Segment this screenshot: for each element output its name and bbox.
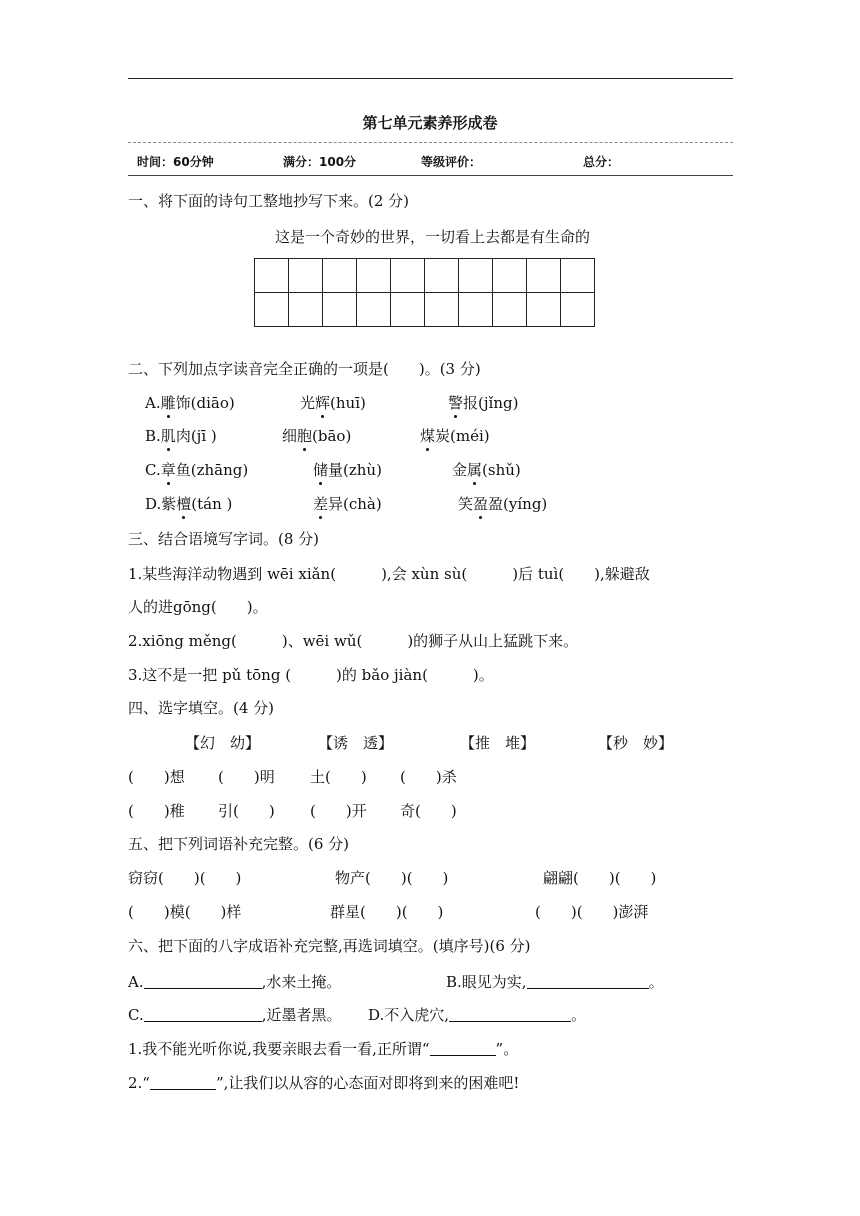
q4-heading: 四、选字填空。(4 分) bbox=[128, 699, 275, 717]
q2-pinyin: 炭(méi) bbox=[435, 427, 490, 445]
q6-a-label: A. bbox=[128, 973, 144, 991]
q2-option-label: C. bbox=[145, 461, 161, 479]
page-title: 第七单元素养形成卷 bbox=[362, 114, 498, 132]
q2-option-label: D. bbox=[145, 495, 162, 513]
grid-cell[interactable] bbox=[493, 293, 527, 327]
q6-c-blank[interactable] bbox=[144, 1006, 262, 1022]
q6-s1-pre: 1.我不能光听你说,我要亲眼去看一看,正所谓“ bbox=[128, 1040, 430, 1058]
grid-cell[interactable] bbox=[561, 293, 595, 327]
q2-option-item bbox=[420, 425, 490, 446]
q2-pinyin: 肉(jī ) bbox=[175, 427, 217, 445]
q2-pinyin: 报(jǐng) bbox=[463, 394, 519, 412]
q6-d-text: D.不入虎穴, bbox=[368, 1006, 450, 1024]
q2-option-item bbox=[282, 425, 351, 446]
dashed-divider bbox=[128, 142, 733, 143]
grid-cell[interactable] bbox=[459, 293, 493, 327]
q2-dotted-char: 肌 bbox=[160, 427, 176, 445]
q2-dotted-char: 雕 bbox=[160, 394, 176, 412]
q2-option-item bbox=[313, 459, 382, 480]
grid-cell[interactable] bbox=[493, 259, 527, 293]
q2-char: 紫 bbox=[161, 495, 177, 513]
grid-cell[interactable] bbox=[527, 259, 561, 293]
q4-group: 【推 堆】 bbox=[460, 734, 536, 752]
q2-option-item bbox=[448, 392, 518, 413]
q5-blank[interactable]: 翩翩( )( ) bbox=[543, 869, 657, 887]
q4-blank[interactable]: ( )杀 bbox=[400, 768, 457, 786]
q6-d-end: 。 bbox=[571, 1006, 587, 1024]
q4-group: 【幻 幼】 bbox=[185, 734, 261, 752]
info-full-score: 满分：100分 bbox=[283, 155, 357, 169]
grid-cell[interactable] bbox=[289, 259, 323, 293]
q6-s1-post: ”。 bbox=[495, 1040, 519, 1058]
grid-cell[interactable] bbox=[357, 293, 391, 327]
q2-option-item bbox=[458, 493, 547, 514]
q3-line: 2.xiōng měng( )、wēi wǔ( )的狮子从山上猛跳下来。 bbox=[128, 632, 579, 650]
q2-dotted-char: 章 bbox=[160, 461, 176, 479]
q3-line: 人的进gōng( )。 bbox=[128, 598, 268, 616]
q3-heading: 三、结合语境写字词。(8 分) bbox=[128, 530, 320, 548]
q2-pinyin: 异(chà) bbox=[328, 495, 382, 513]
q4-group: 【秒 妙】 bbox=[598, 734, 674, 752]
q6-heading: 六、把下面的八字成语补充完整,再选词填空。(填序号)(6 分) bbox=[128, 937, 531, 955]
grid-cell[interactable] bbox=[357, 259, 391, 293]
q2-pinyin: 鱼(zhāng) bbox=[175, 461, 249, 479]
q6-item-b bbox=[446, 971, 664, 992]
q2-option-item bbox=[145, 493, 232, 514]
q2-dotted-char: 檀 bbox=[176, 495, 192, 513]
grid-cell[interactable] bbox=[425, 293, 459, 327]
q6-d-blank[interactable] bbox=[449, 1006, 571, 1022]
q2-pinyin: 量(zhù) bbox=[328, 461, 382, 479]
q2-dotted-char: 警 bbox=[448, 394, 464, 412]
grid-cell[interactable] bbox=[391, 293, 425, 327]
q6-c-label: C. bbox=[128, 1006, 144, 1024]
q2-pinyin: (tán ) bbox=[191, 495, 233, 513]
grid-cell[interactable] bbox=[323, 293, 357, 327]
q6-item-c bbox=[128, 1004, 342, 1025]
q2-option-item bbox=[145, 459, 248, 480]
grid-cell[interactable] bbox=[255, 259, 289, 293]
q4-blank[interactable]: ( )开 bbox=[310, 802, 367, 820]
grid-cell[interactable] bbox=[459, 259, 493, 293]
q6-c-text: ,近墨者黑。 bbox=[261, 1006, 342, 1024]
q5-blank[interactable]: 窃窃( )( ) bbox=[128, 869, 242, 887]
q4-blank[interactable]: ( )明 bbox=[218, 768, 275, 786]
q2-char: 光 bbox=[300, 394, 316, 412]
q6-b-blank[interactable] bbox=[527, 973, 649, 989]
grid-cell[interactable] bbox=[561, 259, 595, 293]
q5-blank[interactable]: 物产( )( ) bbox=[335, 869, 449, 887]
q2-pinyin: (shǔ) bbox=[482, 461, 521, 479]
q2-option-item bbox=[145, 392, 235, 413]
q2-option-item bbox=[300, 392, 366, 413]
q2-dotted-char: 煤 bbox=[420, 427, 436, 445]
q2-pinyin: (bāo) bbox=[312, 427, 352, 445]
q2-option-label: A. bbox=[145, 394, 161, 412]
q6-sentence-1 bbox=[128, 1038, 518, 1059]
q6-s2-pre: 2.“ bbox=[128, 1074, 150, 1092]
q6-s2-blank[interactable] bbox=[150, 1074, 216, 1090]
q2-dotted-char: 属 bbox=[467, 461, 483, 479]
q4-blank[interactable]: 土( ) bbox=[310, 768, 367, 786]
top-rule bbox=[128, 78, 733, 79]
info-time: 时间：60分钟 bbox=[137, 155, 214, 169]
q2-char: 金 bbox=[452, 461, 468, 479]
q2-option-item bbox=[313, 493, 382, 514]
q6-a-blank[interactable] bbox=[144, 973, 262, 989]
q6-b-end: 。 bbox=[648, 973, 664, 991]
q4-blank[interactable]: ( )想 bbox=[128, 768, 185, 786]
q2-dotted-char: 盈 bbox=[473, 495, 489, 513]
q2-pinyin: 盈(yíng) bbox=[488, 495, 548, 513]
q2-dotted-char: 储 bbox=[313, 461, 329, 479]
q4-blank[interactable]: ( )稚 bbox=[128, 802, 185, 820]
grid-cell[interactable] bbox=[391, 259, 425, 293]
q3-line: 1.某些海洋动物遇到 wēi xiǎn( ),会 xùn sù( )后 tuì( ),躲避敌 bbox=[128, 565, 650, 583]
copy-grid[interactable] bbox=[254, 258, 595, 327]
q5-blank[interactable]: 群星( )( ) bbox=[330, 903, 444, 921]
grid-cell[interactable] bbox=[425, 259, 459, 293]
info-divider bbox=[128, 175, 733, 176]
q2-heading: 二、下列加点字读音完全正确的一项是( )。(3 分) bbox=[128, 360, 481, 378]
q6-a-text: ,水来土掩。 bbox=[261, 973, 342, 991]
q2-option-label: B. bbox=[145, 427, 161, 445]
q6-s1-blank[interactable] bbox=[430, 1040, 496, 1056]
q5-blank[interactable]: ( )模( )样 bbox=[128, 903, 242, 921]
q6-b-text: B.眼见为实, bbox=[446, 973, 527, 991]
grid-cell[interactable] bbox=[255, 293, 289, 327]
q1-sentence: 这是一个奇妙的世界，一切看上去都是有生命的 bbox=[275, 228, 591, 246]
q4-blank[interactable]: 奇( ) bbox=[400, 802, 457, 820]
info-total: 总分： bbox=[583, 155, 620, 169]
q2-pinyin: (huī) bbox=[330, 394, 366, 412]
q6-item-a bbox=[128, 971, 341, 992]
q5-heading: 五、把下列词语补充完整。(6 分) bbox=[128, 835, 350, 853]
info-grade: 等级评价： bbox=[421, 155, 482, 169]
q2-dotted-char: 差 bbox=[313, 495, 329, 513]
q4-group: 【诱 透】 bbox=[318, 734, 394, 752]
q6-item-d bbox=[368, 1004, 586, 1025]
q2-char: 笑 bbox=[458, 495, 474, 513]
grid-cell[interactable] bbox=[289, 293, 323, 327]
q2-dotted-char: 辉 bbox=[315, 394, 331, 412]
q1-heading: 一、将下面的诗句工整地抄写下来。(2 分) bbox=[128, 192, 410, 210]
q2-char: 细 bbox=[282, 427, 298, 445]
q2-pinyin: 饰(diāo) bbox=[175, 394, 235, 412]
q5-blank[interactable]: ( )( )澎湃 bbox=[535, 903, 649, 921]
q6-sentence-2 bbox=[128, 1072, 519, 1093]
grid-cell[interactable] bbox=[323, 259, 357, 293]
q2-option-item bbox=[145, 425, 217, 446]
q2-option-item bbox=[452, 459, 521, 480]
q3-line: 3.这不是一把 pǔ tōng ( )的 bǎo jiàn( )。 bbox=[128, 666, 494, 684]
q2-dotted-char: 胞 bbox=[297, 427, 313, 445]
grid-cell[interactable] bbox=[527, 293, 561, 327]
q6-s2-post: ”,让我们以从容的心态面对即将到来的困难吧! bbox=[215, 1074, 520, 1092]
q4-blank[interactable]: 引( ) bbox=[218, 802, 275, 820]
